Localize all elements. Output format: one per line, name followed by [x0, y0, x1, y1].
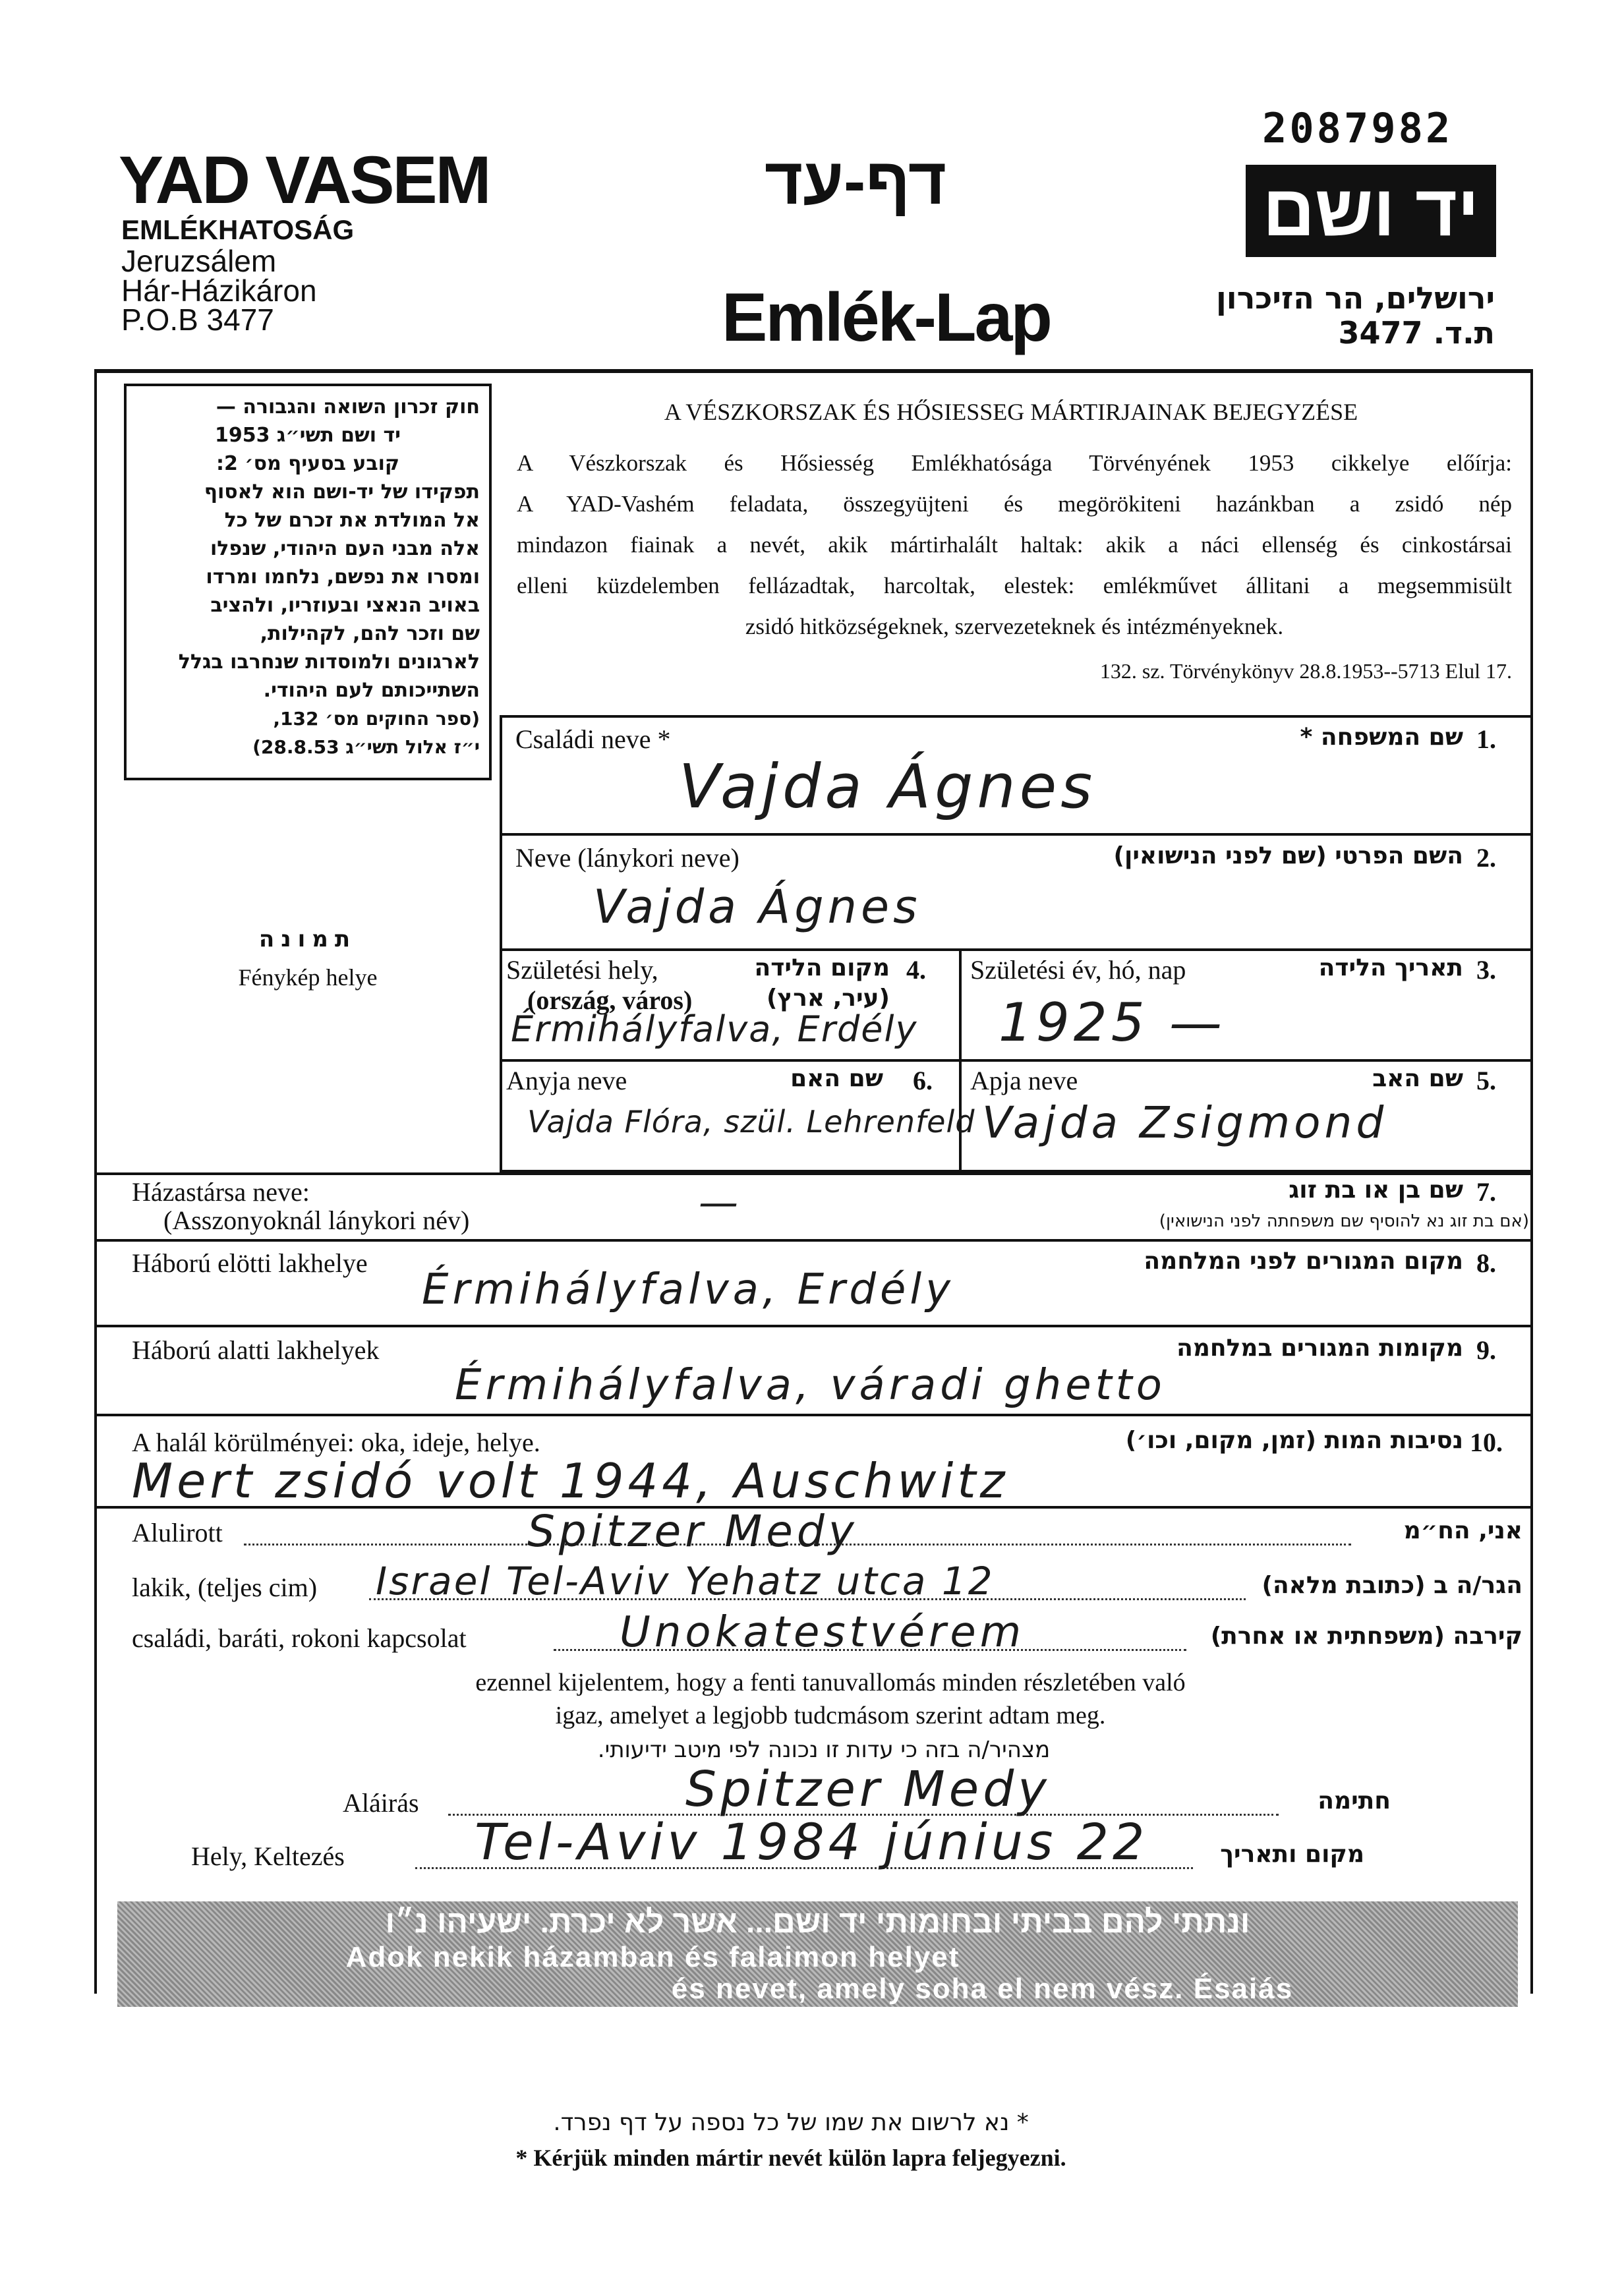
- prewar-residence-label: Háború elötti lakhelye: [132, 1248, 368, 1278]
- law-line: אל המולדת את זכרם של כל: [224, 509, 480, 532]
- birth-place-value[interactable]: Érmihályfalva, Erdély: [511, 1008, 918, 1050]
- intro-body: [517, 443, 1512, 647]
- intro-line: elleni küzdelemben fellázadtak, harcoltak, elestek: emlékművet állitani a megsemmisült: [517, 573, 1512, 598]
- footnote-text: * Kérjük minden mártir nevét külön lapra feljegyezni.: [515, 2145, 1066, 2171]
- law-line: (ספר החוקים מס׳ 132,: [273, 708, 480, 730]
- address-label: lakik, (teljes cim): [132, 1573, 318, 1602]
- signer-hebrew: אני, הח״מ: [1403, 1517, 1522, 1544]
- death-circumstances-value[interactable]: Mert zsidó volt 1944, Auschwitz: [132, 1453, 1009, 1509]
- signature-value[interactable]: Spitzer Medy: [685, 1761, 1051, 1818]
- hebrew-form-title: דף-עד: [765, 144, 947, 218]
- mother-name-hebrew: שם האם: [790, 1065, 883, 1092]
- signature-hebrew: חתימה: [1318, 1787, 1391, 1814]
- rule: [500, 948, 1533, 951]
- form-title: Emlék-Lap: [722, 279, 1051, 356]
- serial-number: 2087982: [1262, 104, 1453, 152]
- birth-place-number: 4.: [906, 955, 926, 985]
- intro-citation: 132. sz. Törvénykönyv 28.8.1953--5713 Elul 17.: [1099, 659, 1512, 683]
- logo-text: יד ושם: [1262, 170, 1480, 251]
- hebrew-address: ירושלים, הר הזיכרון: [1215, 280, 1495, 316]
- spouse-name-number: 7.: [1476, 1177, 1496, 1207]
- rule: [94, 1325, 1533, 1327]
- place-date-label: Hely, Keltezés: [191, 1841, 345, 1871]
- intro-line: A Vészkorszak és Hősiesség Emlékhatósága Törvényének 1953 cikkelye előírja:: [517, 450, 1512, 476]
- declaration-line: ezennel kijelentem, hogy a fenti tanuvallomás minden részletében való: [475, 1669, 1186, 1696]
- footnote-hebrew: * נא לרשום את שמו של כל נספה על דף נפרד.: [553, 2109, 1029, 2136]
- signer-value[interactable]: Spitzer Medy: [527, 1506, 858, 1557]
- father-name-hebrew: שם האב: [1372, 1065, 1463, 1092]
- place-date-value[interactable]: Tel-Aviv 1984 június 22: [475, 1812, 1149, 1871]
- frame-right: [1530, 369, 1533, 1994]
- law-line: השתייכותם לעם היהודי.: [263, 679, 480, 702]
- address-value[interactable]: Israel Tel-Aviv Yehatz utca 12: [376, 1559, 995, 1604]
- death-circumstances-hebrew: נסיבות המות (זמן, מקום, וכו׳): [1125, 1427, 1463, 1454]
- hebrew-pob: ת.ד. 3477: [1338, 315, 1495, 351]
- banner-hebrew: ונתתי להם בביתי ובחומותי יד ושם... אשר לא יכרת. ישעיהו נ״ו: [385, 1905, 1250, 1940]
- spouse-name-value[interactable]: —: [699, 1180, 738, 1226]
- rule: [94, 1239, 1533, 1242]
- law-line: לארגונים ולמוסדות שנחרבו בגלל: [178, 650, 480, 674]
- birth-date-label: Születési év, hó, nap: [970, 955, 1186, 985]
- intro-line: A YAD-Vashém feladata, összegyüjteni és megörökiteni hazánkban a zsidó nép: [517, 491, 1512, 517]
- top-rule: [94, 369, 1533, 373]
- org-pob: P.O.B 3477: [121, 303, 274, 337]
- first-name-number: 2.: [1476, 843, 1496, 873]
- declaration-line: igaz, amelyet a legjobb tudcmásom szerint adtam meg.: [555, 1702, 1106, 1729]
- death-circumstances-label: A halál körülményei: oka, ideje, helye.: [132, 1428, 540, 1457]
- intro-line: mindazon fiainak a nevét, akik mártirhalált haltak: akik a náci ellenség és cinkostársai: [517, 532, 1512, 558]
- spouse-name-sublabel: (Asszonyoknál lánykori név): [163, 1205, 470, 1235]
- mother-name-number: 6.: [913, 1066, 933, 1095]
- law-line: קובע בסעיף מס׳ 2:: [216, 452, 400, 475]
- prewar-residence-value[interactable]: Érmihályfalva, Erdély: [422, 1265, 955, 1314]
- birth-place-hebrew-sub: (עיר, ארץ): [766, 985, 890, 1012]
- law-line: יד ושם תשי״ג 1953: [214, 424, 401, 447]
- first-name-value[interactable]: Vajda Ágnes: [593, 880, 921, 934]
- law-line: י״ז אלול תשי״ג 28.8.53): [252, 736, 480, 758]
- birth-date-number: 3.: [1476, 955, 1496, 985]
- family-name-label: Családi neve *: [515, 724, 671, 754]
- law-box: [124, 384, 492, 780]
- relation-hebrew: קירבה (משפחתית או אחרת): [1210, 1623, 1522, 1650]
- family-name-number: 1.: [1476, 724, 1496, 754]
- mother-name-label: Anyja neve: [506, 1066, 627, 1095]
- intro-line: zsidó hitközségeknek, szervezeteknek és intézményeknek.: [745, 614, 1284, 639]
- intro-heading: A VÉSZKORSZAK ÉS HŐSIESSEG MÁRTIRJAINAK BEJEGYZÉSE: [664, 399, 1358, 425]
- org-city: Jeruzsálem: [121, 244, 277, 278]
- first-name-label: Neve (lánykori neve): [515, 843, 740, 873]
- yad-vashem-logo: [1246, 165, 1496, 257]
- frame-left: [94, 369, 97, 1994]
- wartime-residence-hebrew: מקומות המגורים במלחמה: [1176, 1335, 1463, 1362]
- prewar-residence-number: 8.: [1476, 1248, 1496, 1278]
- spouse-name-label: Házastársa neve:: [132, 1177, 310, 1207]
- relation-value[interactable]: Unokatestvérem: [620, 1608, 1026, 1657]
- death-circumstances-number: 10.: [1470, 1428, 1503, 1457]
- photo-hebrew-label: תמונה: [258, 926, 357, 952]
- spouse-name-hebrew: שם בן או בת זוג: [1289, 1176, 1463, 1203]
- family-name-value[interactable]: Vajda Ágnes: [679, 751, 1097, 822]
- birth-place-hebrew: מקום הלידה: [754, 954, 890, 981]
- birth-place-sublabel: (ország, város): [527, 985, 693, 1015]
- relation-label: családi, baráti, rokoni kapcsolat: [132, 1623, 467, 1653]
- mother-name-value[interactable]: Vajda Flóra, szül. Lehrenfeld: [527, 1104, 975, 1140]
- law-line: תפקידו של יד-ושם הוא לאסוף: [204, 480, 480, 504]
- prewar-residence-hebrew: מקום המגורים לפני המלחמה: [1144, 1248, 1463, 1275]
- rule: [94, 1172, 1533, 1175]
- spouse-name-hebrew-sub: (אם בת זוג נא להוסיף שם משפחתה לפני הנישואין): [1159, 1211, 1529, 1231]
- first-name-hebrew: השם הפרטי (שם לפני הנישואין): [1113, 842, 1463, 869]
- law-line: אלה מבני העם היהודי, שנפלו: [210, 537, 480, 560]
- law-line: שם וזכר להם, לקהילות,: [260, 622, 480, 645]
- birth-place-label: Születési hely,: [506, 955, 658, 985]
- law-line: ומסרו את נפשם, נלחמו ומרדו: [206, 565, 480, 589]
- rule: [500, 1059, 1533, 1062]
- address-hebrew: הגר/ה ב (כתובת מלאה): [1262, 1572, 1522, 1599]
- rule: [500, 833, 1533, 836]
- quote-banner: [117, 1901, 1518, 2007]
- wartime-residence-number: 9.: [1476, 1335, 1496, 1365]
- photo-label: Fénykép helye: [238, 964, 378, 991]
- law-line: באויב הנאצי ובעוזריו, ולהציב: [210, 594, 480, 617]
- org-address: Hár-Házikáron: [121, 274, 317, 308]
- birth-date-hebrew: תאריך הלידה: [1318, 954, 1463, 981]
- father-name-value[interactable]: Vajda Zsigmond: [982, 1097, 1388, 1148]
- signer-label: Alulirott: [132, 1518, 223, 1547]
- father-name-label: Apja neve: [970, 1066, 1078, 1095]
- declaration: [316, 1666, 1345, 1732]
- org-subtitle: EMLÉKHATOSÁG: [121, 214, 355, 245]
- wartime-residence-value[interactable]: Érmihályfalva, váradi ghetto: [455, 1361, 1166, 1410]
- signature-label: Aláirás: [343, 1788, 419, 1818]
- wartime-residence-label: Háború alatti lakhelyek: [132, 1335, 380, 1365]
- org-name: YAD VASEM: [119, 142, 490, 217]
- law-line: חוק זכרון השואה והגבורה —: [216, 395, 480, 419]
- banner-line-1: Adok nekik házamban és falaimon helyet: [345, 1941, 960, 1973]
- declaration-hebrew: מצהיר/ה בזה כי עדות זו נכונה לפי מיטב ידיעותי.: [597, 1737, 1051, 1763]
- rule: [94, 1414, 1533, 1416]
- banner-line-2: és nevet, amely soha el nem vész. Ésaiás: [671, 1973, 1294, 2005]
- place-date-hebrew: מקום ותאריך: [1220, 1841, 1364, 1868]
- family-name-hebrew: שם המשפחה *: [1300, 724, 1463, 751]
- birth-date-value[interactable]: 1925 —: [999, 992, 1227, 1053]
- father-name-number: 5.: [1476, 1066, 1496, 1095]
